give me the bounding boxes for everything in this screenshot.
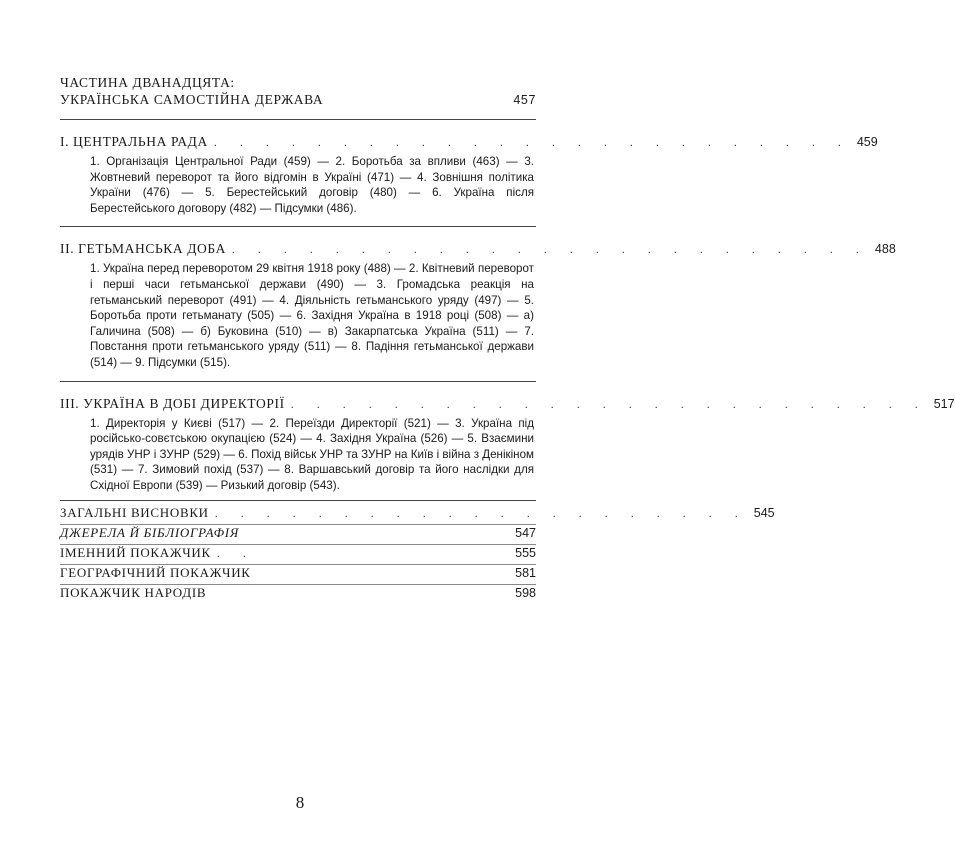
separator (60, 226, 536, 227)
back-matter-title: ЗАГАЛЬНІ ВИСНОВКИ (60, 504, 209, 520)
chapter-title: II. ГЕТЬМАНСЬКА ДОБА (60, 241, 226, 257)
back-matter-page: 598 (515, 585, 536, 600)
separator (60, 500, 536, 501)
separator (60, 119, 536, 120)
part-heading (60, 74, 536, 109)
chapter-description: 1. Організація Центральної Ради (459) — 2. Боротьба за впливи (463) — 3. Жовтневий переворот та його відгомін в Україні (471) — 4. Зовнішня політика України (476) — 5. Берестейський договір (480) — 6. Україна після Берестейського договору (482) — Підсумки (486). (90, 155, 534, 215)
chapter-2 (60, 241, 896, 370)
part-title-line2: УКРАЇНСЬКА САМОСТІЙНА ДЕРЖАВА (60, 92, 324, 107)
separator (60, 381, 536, 382)
chapter-title: I. ЦЕНТРАЛЬНА РАДА (60, 134, 208, 149)
back-matter-title: ІМЕННИЙ ПОКАЖЧИК (60, 544, 211, 560)
chapter-description: 1. Директорія у Києві (517) — 2. Переїзди Директорії (521) — 3. Україна під російсько-совєтською окупацією (524) — 4. Західня Україна (526) — 5. Взаємини урядів УНР і ЗУНР (529) — 6. Похід військ УНР та ЗУНР на Київ і війна з Денікіном (531) — 7. Зимовий похід (537) — 8. Варшавський договір та його наслідки для Східної Европи (539) — Ризький договір (543). (90, 416, 534, 492)
back-matter-item (60, 504, 775, 525)
leader-dots: . . . . . . . . . . . . . . . . . . . . . (214, 505, 748, 520)
leader-dots: . . . . . . . . . . . . . . . . . . . . . . . . . (213, 135, 851, 149)
leader-dots: . . (216, 545, 256, 560)
page-number: 8 (295, 793, 305, 812)
back-matter-page: 581 (515, 565, 536, 580)
back-matter-item (60, 565, 536, 585)
leader-dots: . . . . . . . . . . . . . . . . . . . . . . . . . (231, 242, 869, 257)
back-matter-title: ДЖЕРЕЛА Й БІБЛІОГРАФІЯ (60, 524, 240, 540)
back-matter-title: ПОКАЖЧИК НАРОДІВ (60, 584, 207, 600)
back-matter-item (60, 525, 536, 545)
chapter-page: 459 (856, 135, 878, 149)
table-of-contents (60, 74, 955, 604)
back-matter-page: 547 (515, 525, 536, 540)
part-page: 457 (513, 93, 536, 107)
chapter-1 (60, 134, 878, 216)
part-title-line1: ЧАСТИНА ДВАНАДЦЯТА: (60, 75, 235, 90)
leader-dots: . . . . . . . . . . . . . . . . . . . . . . . . . (290, 396, 928, 411)
back-matter-page: 545 (753, 505, 775, 520)
chapter-page: 488 (874, 242, 896, 257)
back-matter-item (60, 545, 536, 565)
back-matter-page: 555 (515, 545, 536, 560)
back-matter-title: ГЕОГРАФІЧНИЙ ПОКАЖЧИК (60, 564, 251, 580)
back-matter-item (60, 585, 536, 604)
chapter-3 (60, 395, 955, 494)
chapter-title: III. УКРАЇНА В ДОБІ ДИРЕКТОРІЇ (60, 395, 285, 411)
chapter-page: 517 (933, 396, 955, 411)
chapter-description: 1. Україна перед переворотом 29 квітня 1918 року (488) — 2. Квітневий переворот і перші часи гетьманської держави (490) — 3. Громадська реакція на гетьманський переворот (491) — 4. Діяльність гетьманського уряду (497) — 5. Боротьба проти гетьманату (505) — 6. Західня Україна в 1918 році (508) — а) Галичина (508) — б) Буковина (510) — в) Закарпатська Україна (511) — 7. Повстання проти гетьманського уряду (511) — 8. Падіння гетьманської держави (514) — 9. Підсумки (515). (90, 262, 534, 369)
